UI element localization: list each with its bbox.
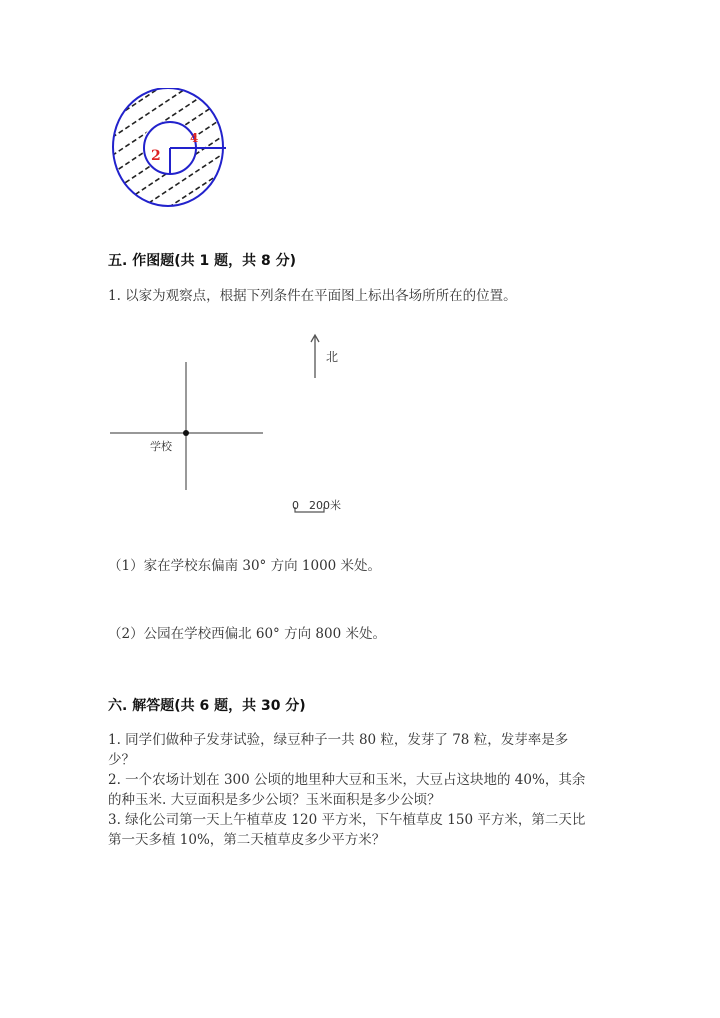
section6-question-3: 3. 绿化公司第一天上午植草皮 120 平方米，下午植草皮 150 平方米，第二天比第一天多植 10%，第二天植草皮多少平方米？: [108, 812, 586, 848]
north-label: 北: [326, 350, 339, 364]
inner-radius-label: 2: [151, 148, 161, 164]
section5-question-1: 1. 以家为观察点，根据下列条件在平面图上标出各场所所在的位置。: [108, 288, 517, 304]
section5-sub-question-1: （1）家在学校东偏南 30° 方向 1000 米处。: [108, 558, 382, 574]
scale-value-label: 200米: [309, 499, 341, 512]
section6-title: 六. 解答题(共 6 题，共 30 分): [108, 698, 306, 714]
section5-sub-question-2: （2）公园在学校西偏北 60° 方向 800 米处。: [108, 626, 386, 642]
scale-zero-label: 0: [292, 499, 299, 512]
ring-width-label: 4: [190, 131, 199, 145]
section6-question-1: 1. 同学们做种子发芽试验，绿豆种子一共 80 粒，发芽了 78 粒，发芽率是多少？: [108, 732, 569, 768]
ring-radius-line: [170, 147, 226, 149]
school-label: 学校: [150, 440, 172, 453]
section6-question-2: 2. 一个农场计划在 300 公顷的地里种大豆和玉米，大豆占这块地的 40%，其余的种玉米. 大豆面积是多少公顷？玉米面积是多少公顷？: [108, 772, 586, 808]
section5-title: 五. 作图题(共 1 题，共 8 分): [108, 253, 296, 269]
